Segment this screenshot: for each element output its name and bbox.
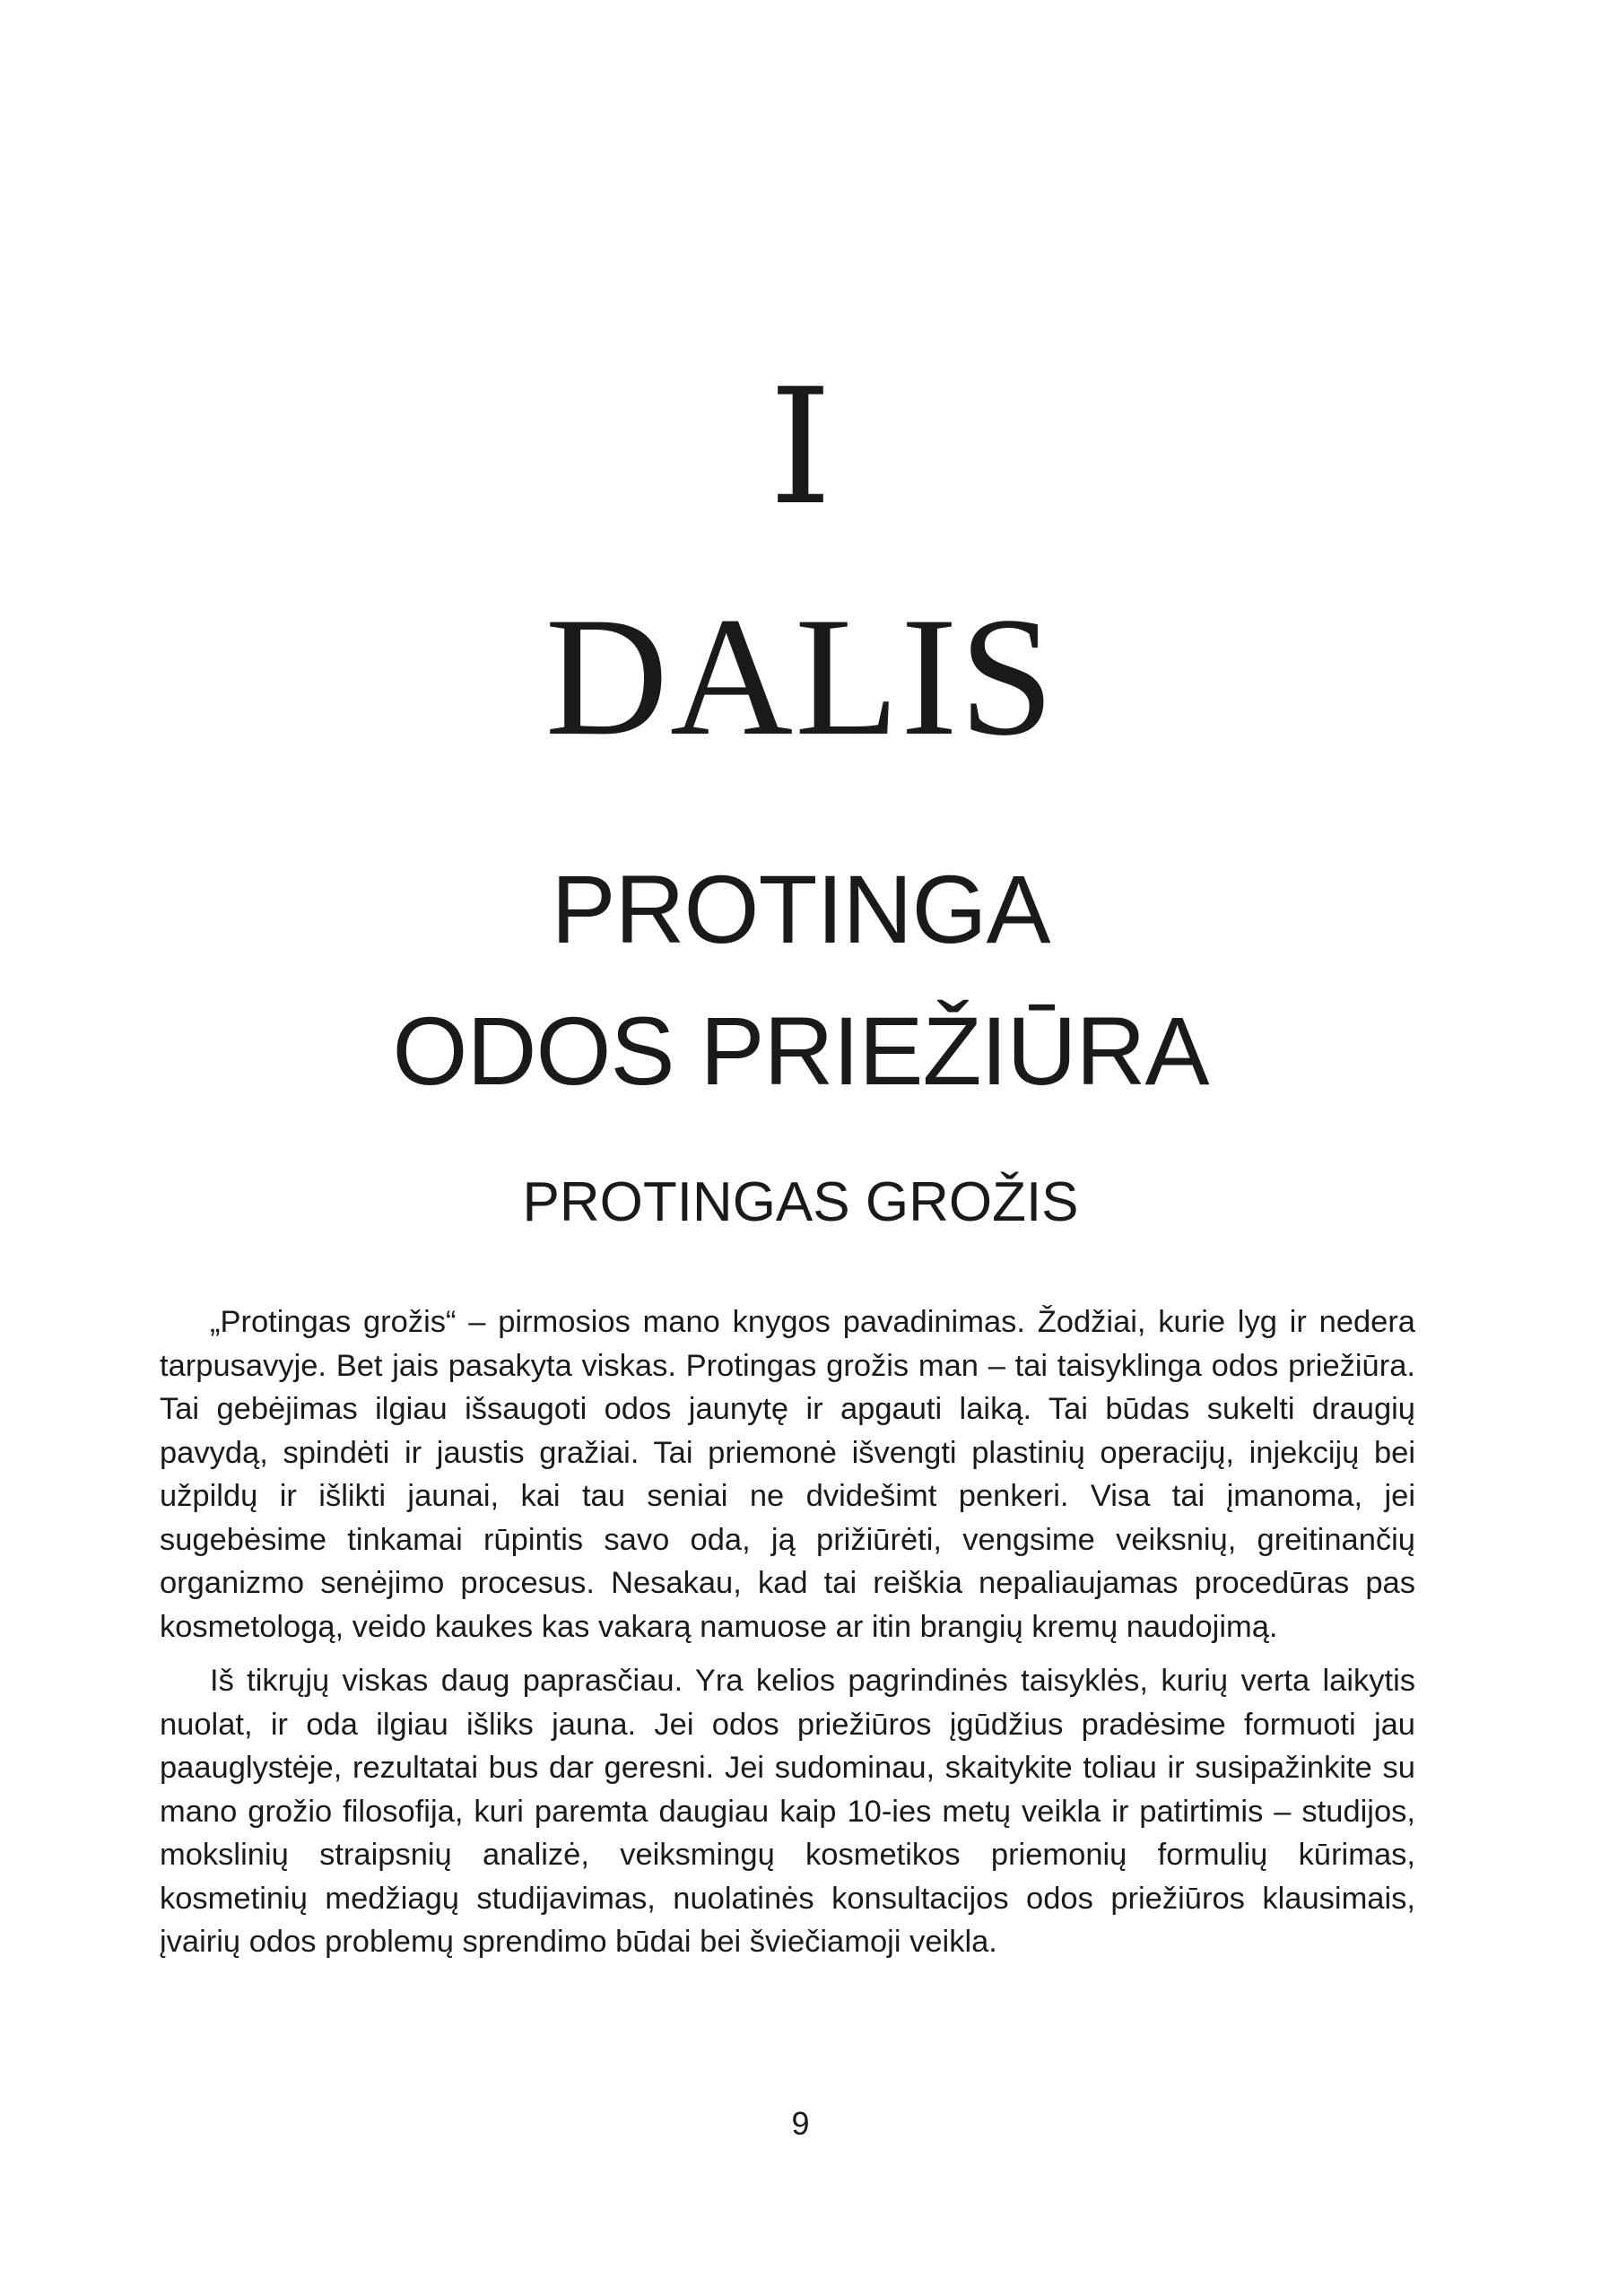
part-label: DALIS [544,583,1057,771]
part-title-line-1: PROTINGA [551,855,1050,963]
paragraph-1: „Protingas grožis“ – pirmosios mano knygos pavadinimas. Žodžiai, kurie lyg ir nedera tarpusavyje. Bet jais pasakyta viskas. Protingas grožis man – tai taisyklinga odos priežiūra. Tai gebėjimas ilgiau išsaugoti odos jaunytę ir apgauti laiką. Tai būdas sukelti draugių pavydą, spindėti ir jaustis gražiai. Tai priemonė išvengti plastinių operacijų, injekcijų bei užpildų ir išlikti jaunai, kai tau seniai ne dvidešimt penkeri. Visa tai įmanoma, jei sugebėsime tinkamai rūpintis savo oda, ją prižiūrėti, vengsime veiksnių, greitinančių organizmo senėjimo procesus. Nesakau, kad tai reiškia nepaliaujamas procedūras pas kosmetologą, veido kaukes kas vakarą namuose ar itin brangių kremų naudojimą. [160,1305,1415,1644]
paragraph-2: Iš tikrųjų viskas daug paprasčiau. Yra kelios pagrindinės taisyklės, kurių verta laikytis nuolat, ir oda ilgiau išliks jauna. Jei odos priežiūros įgūdžius pradėsime formuoti jau paauglystėje, rezultatai bus dar geresni. Jei sudominau, skaitykite toliau ir susipažinkite su mano grožio filosofija, kuri paremta daugiau kaip 10-ies metų veikla ir patirtimis – studijos, mokslinių straipsnių analizė, veiksmingų kosmetikos priemonių formulių kūrimas, kosmetinių medžiagų studijavimas, nuolatinės konsultacijos odos priežiūros klausimais, įvairių odos problemų sprendimo būdai bei šviečiamoji veikla. [160,1664,1415,1959]
part-title-line-2: ODOS PRIEŽIŪRA [392,996,1209,1105]
part-number: I [769,354,832,540]
section-title: PROTINGAS GROŽIS [522,1171,1079,1233]
page-number: 9 [791,2105,810,2142]
body-text [160,1300,1415,1975]
part-title [0,839,1601,1122]
